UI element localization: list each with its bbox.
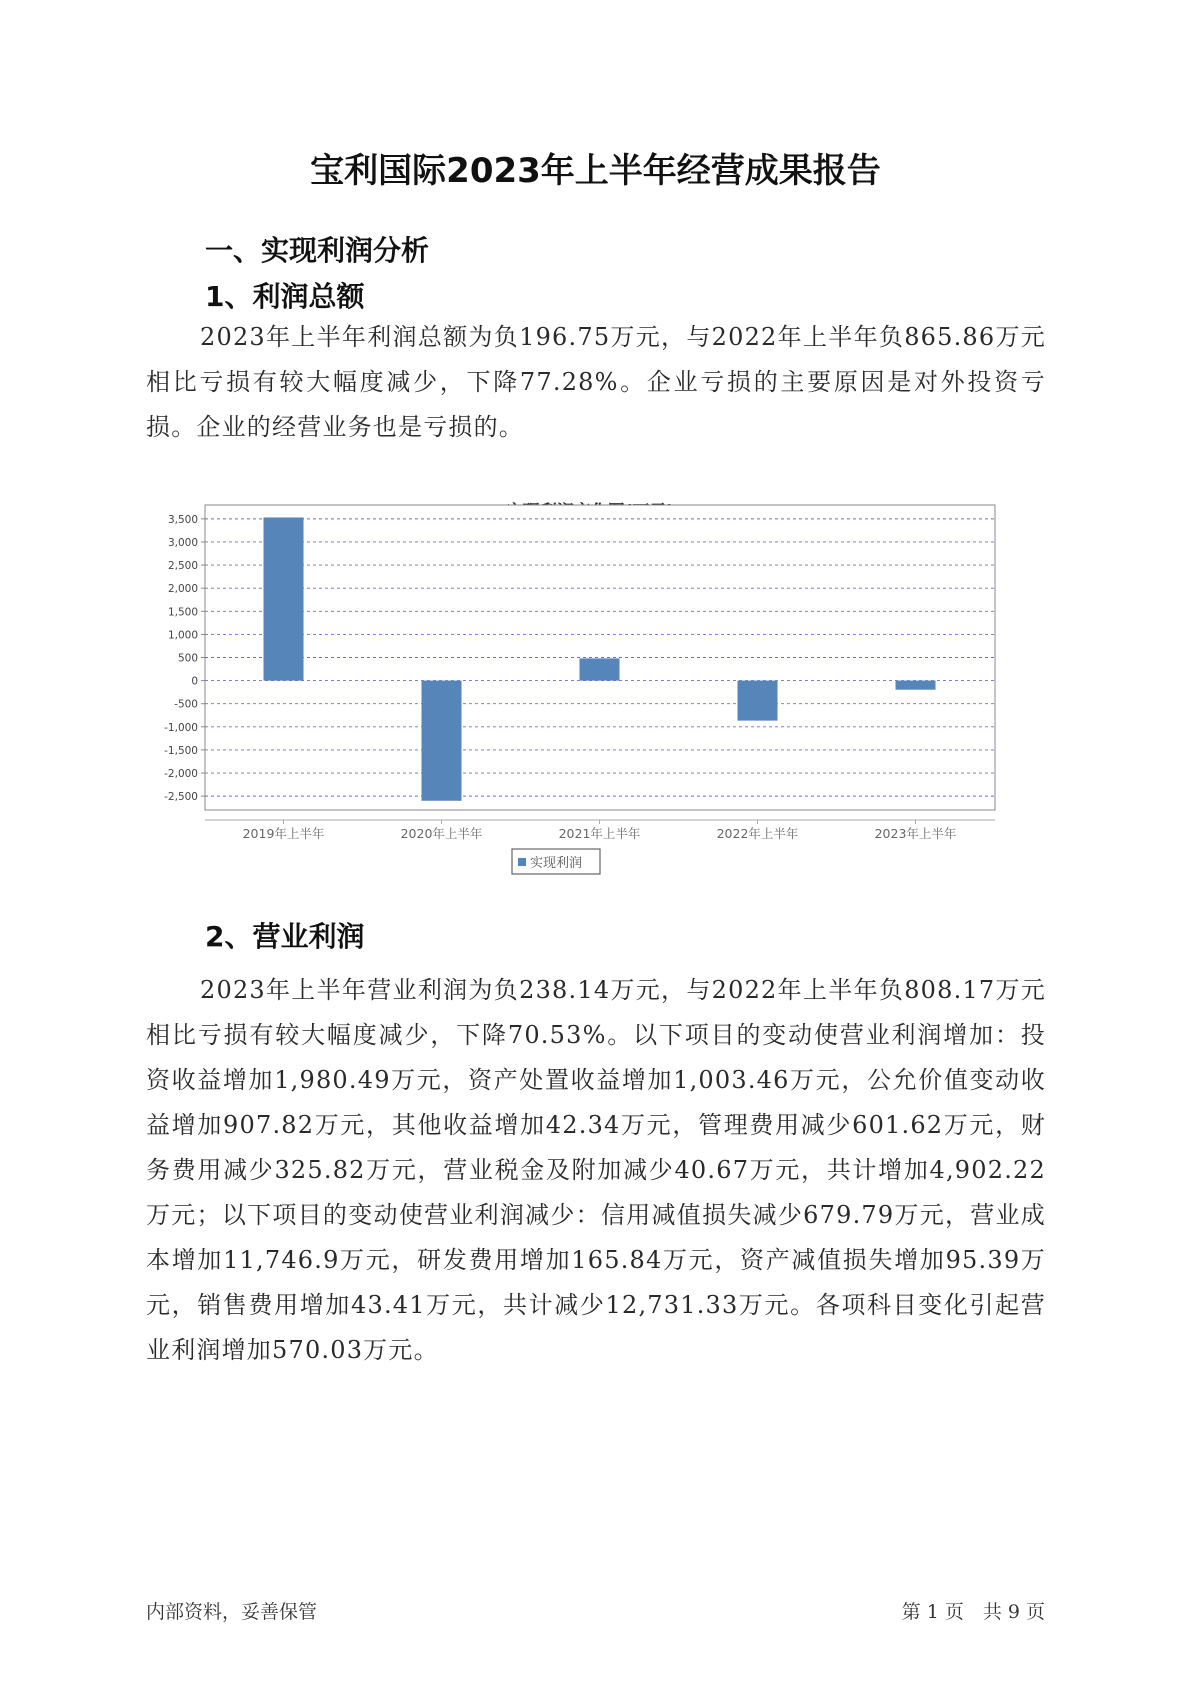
profit-chart (150, 495, 1030, 955)
y-tick-label: 500 (177, 652, 198, 665)
bar (422, 681, 462, 801)
report-title: 宝利国际2023年上半年经营成果报告 (310, 151, 881, 191)
y-tick-label: 1,000 (167, 629, 198, 642)
y-tick-label: 3,000 (167, 536, 198, 549)
x-tick-label: 2021年上半年 (558, 826, 641, 841)
y-tick-label: -500 (174, 698, 198, 711)
bar (580, 658, 620, 680)
page-number: 第 1 页 共 9 页 (901, 1601, 1045, 1623)
plot-area (205, 505, 995, 810)
y-tick-label: -2,500 (164, 791, 198, 804)
x-tick-label: 2023年上半年 (874, 826, 957, 841)
legend-label: 实现利润 (530, 856, 583, 871)
y-tick-label: -2,000 (164, 768, 198, 781)
legend-swatch (518, 858, 526, 866)
y-tick-label: 1,500 (167, 606, 198, 619)
subsection-heading-operating-profit: 2、营业利润 (205, 920, 365, 953)
x-tick-label: 2019年上半年 (242, 826, 325, 841)
y-tick-label: 3,500 (167, 513, 198, 526)
chart-svg (150, 495, 1030, 955)
paragraph-profit-total: 2023年上半年利润总额为负196.75万元，与2022年上半年负865.86万元相比亏损有较大幅度减少，下降77.28%。企业亏损的主要原因是对外投资亏损。企业的经营业务也是亏损的。 (146, 323, 1046, 441)
y-tick-label: -1,000 (164, 721, 198, 734)
y-tick-label: 0 (191, 675, 198, 688)
section-heading: 一、实现利润分析 (205, 234, 430, 267)
x-tick-label: 2020年上半年 (400, 826, 483, 841)
paragraph-operating-profit: 2023年上半年营业利润为负238.14万元，与2022年上半年负808.17万元相比亏损有较大幅度减少，下降70.53%。以下项目的变动使营业利润增加：投资收益增加1,980.49万元，资产处置收益增加1,003.46万元，公允价值变动收益增加907.82万元，其他收益增加42.34万元，管理费用减少601.62万元，财务费用减少325.82万元，营业税金及附加减少40.67万元，共计增加4,902.22万元；以下项目的变动使营业利润减少：信用减值损失减少679.79万元，营业成本增加11,746.9万元，研发费用增加165.84万元，资产减值损失增加95.39万元，销售费用增加43.41万元，共计减少12,731.33万元。各项科目变化引起营业利润增加570.03万元。 (146, 976, 1046, 1364)
bar (264, 517, 304, 680)
x-tick-label: 2022年上半年 (716, 826, 799, 841)
legend (512, 849, 600, 874)
y-tick-label: -1,500 (164, 744, 198, 757)
y-tick-label: 2,500 (167, 560, 198, 573)
footer-note: 内部资料，妥善保管 (146, 1601, 318, 1623)
subsection-heading-profit-total: 1、利润总额 (205, 280, 365, 313)
bar (738, 681, 778, 721)
y-tick-label: 2,000 (167, 583, 198, 596)
bar (896, 681, 936, 690)
